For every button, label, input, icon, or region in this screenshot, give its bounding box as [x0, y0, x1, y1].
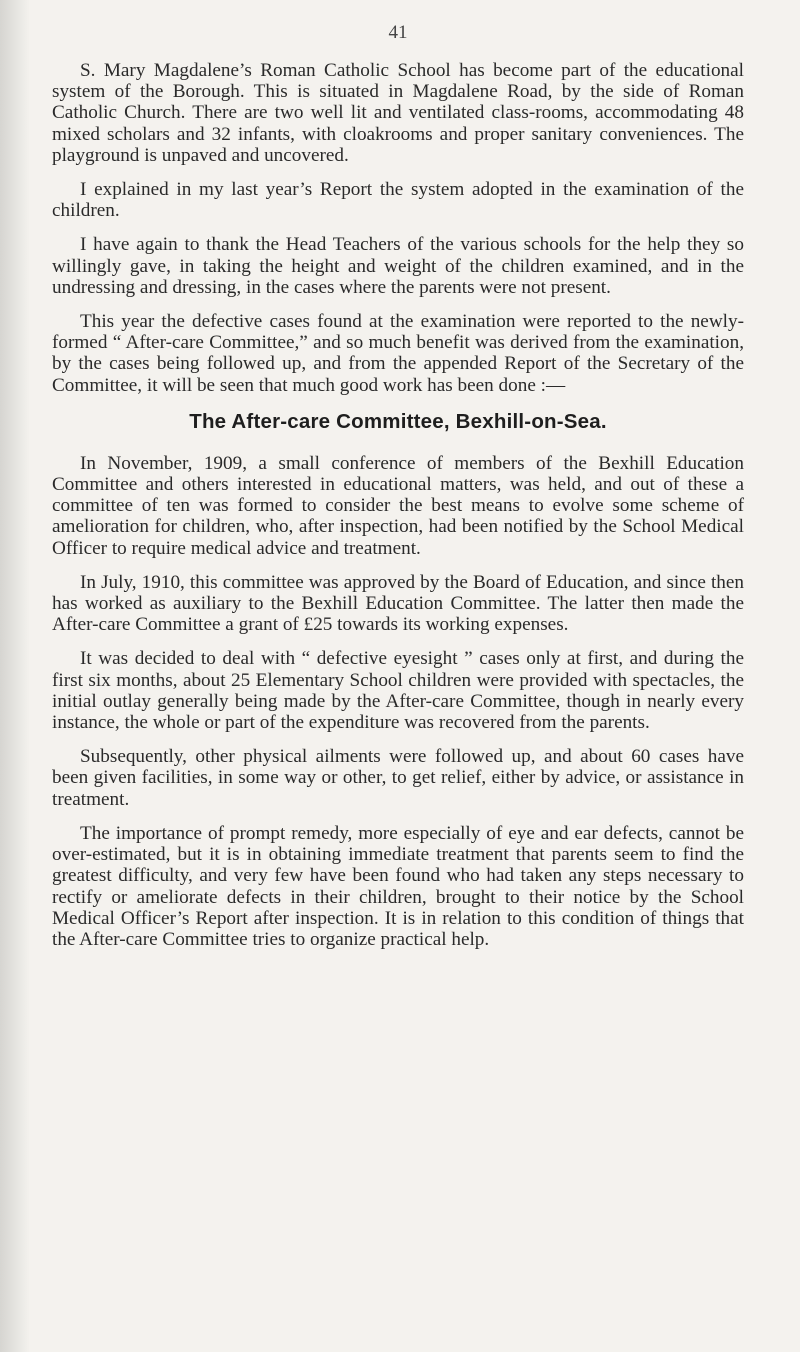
paragraph-prompt-remedy: The importance of prompt remedy, more especially of eye and ear defects, cannot be over-estimated, but it is in obtaining immediate treatment that parents seem to find the greatest difficulty, and very few have been found who had taken any steps necessary to rectify or ameliorate defects in their children, brought to their notice by the School Medical Officer’s Report after inspection. It is in relation to this condition of things that the After-care Committee tries to organize practical help. [52, 822, 744, 950]
page-edge-shadow [0, 0, 30, 1352]
paragraph-board-approval: In July, 1910, this committee was approved by the Board of Education, and since then has worked as auxiliary to the Bexhill Education Committee. The latter then made the After-care Committee a grant of £25 towards its working expenses. [52, 571, 744, 636]
paragraph-other-ailments: Subsequently, other physical ailments were followed up, and about 60 cases have been given facilities, in some way or other, to get relief, either by advice, or assistance in treatment. [52, 746, 744, 810]
page-number: 41 [388, 22, 408, 43]
document-body [52, 60, 744, 963]
paragraph-defective-cases: This year the defective cases found at the examination were reported to the newly-formed “ After-care Committee,” and so much benefit was derived from the examination, by the cases being followed up, and from the appended Report of the Secretary of the Committee, it will be seen that much good work has been done :— [52, 311, 744, 396]
paragraph-school-description: S. Mary Magdalene’s Roman Catholic School has become part of the educational system of the Borough. This is situated in Magdalene Road, by the side of Roman Catholic Church. There are two well lit and ventilated class-rooms, accommodating 48 mixed scholars and 32 infants, with cloakrooms and proper sanitary conveniences. The playground is unpaved and uncovered. [52, 60, 744, 166]
paragraph-examination-system: I explained in my last year’s Report the system adopted in the examination of the children. [52, 179, 744, 222]
paragraph-thanks-teachers: I have again to thank the Head Teachers of the various schools for the help they so willingly gave, in taking the height and weight of the children examined, and in the undressing and dressing, in the cases where the parents were not present. [52, 234, 744, 298]
paragraph-eyesight-cases: It was decided to deal with “ defective eyesight ” cases only at first, and during the first six months, about 25 Elementary School children were provided with spectacles, the initial outlay generally being made by the After-care Committee, though in nearly every instance, the whole or part of the expenditure was recovered from the parents. [52, 648, 744, 734]
section-heading: The After-care Committee, Bexhill-on-Sea. [189, 409, 607, 433]
paragraph-conference: In November, 1909, a small conference of members of the Bexhill Education Committee and others interested in educational matters, was held, and out of these a committee of ten was formed to consider the best means to evolve some scheme of amelioration for children, who, after inspection, had been notified by the School Medical Officer to require medical advice and treatment. [52, 452, 744, 559]
